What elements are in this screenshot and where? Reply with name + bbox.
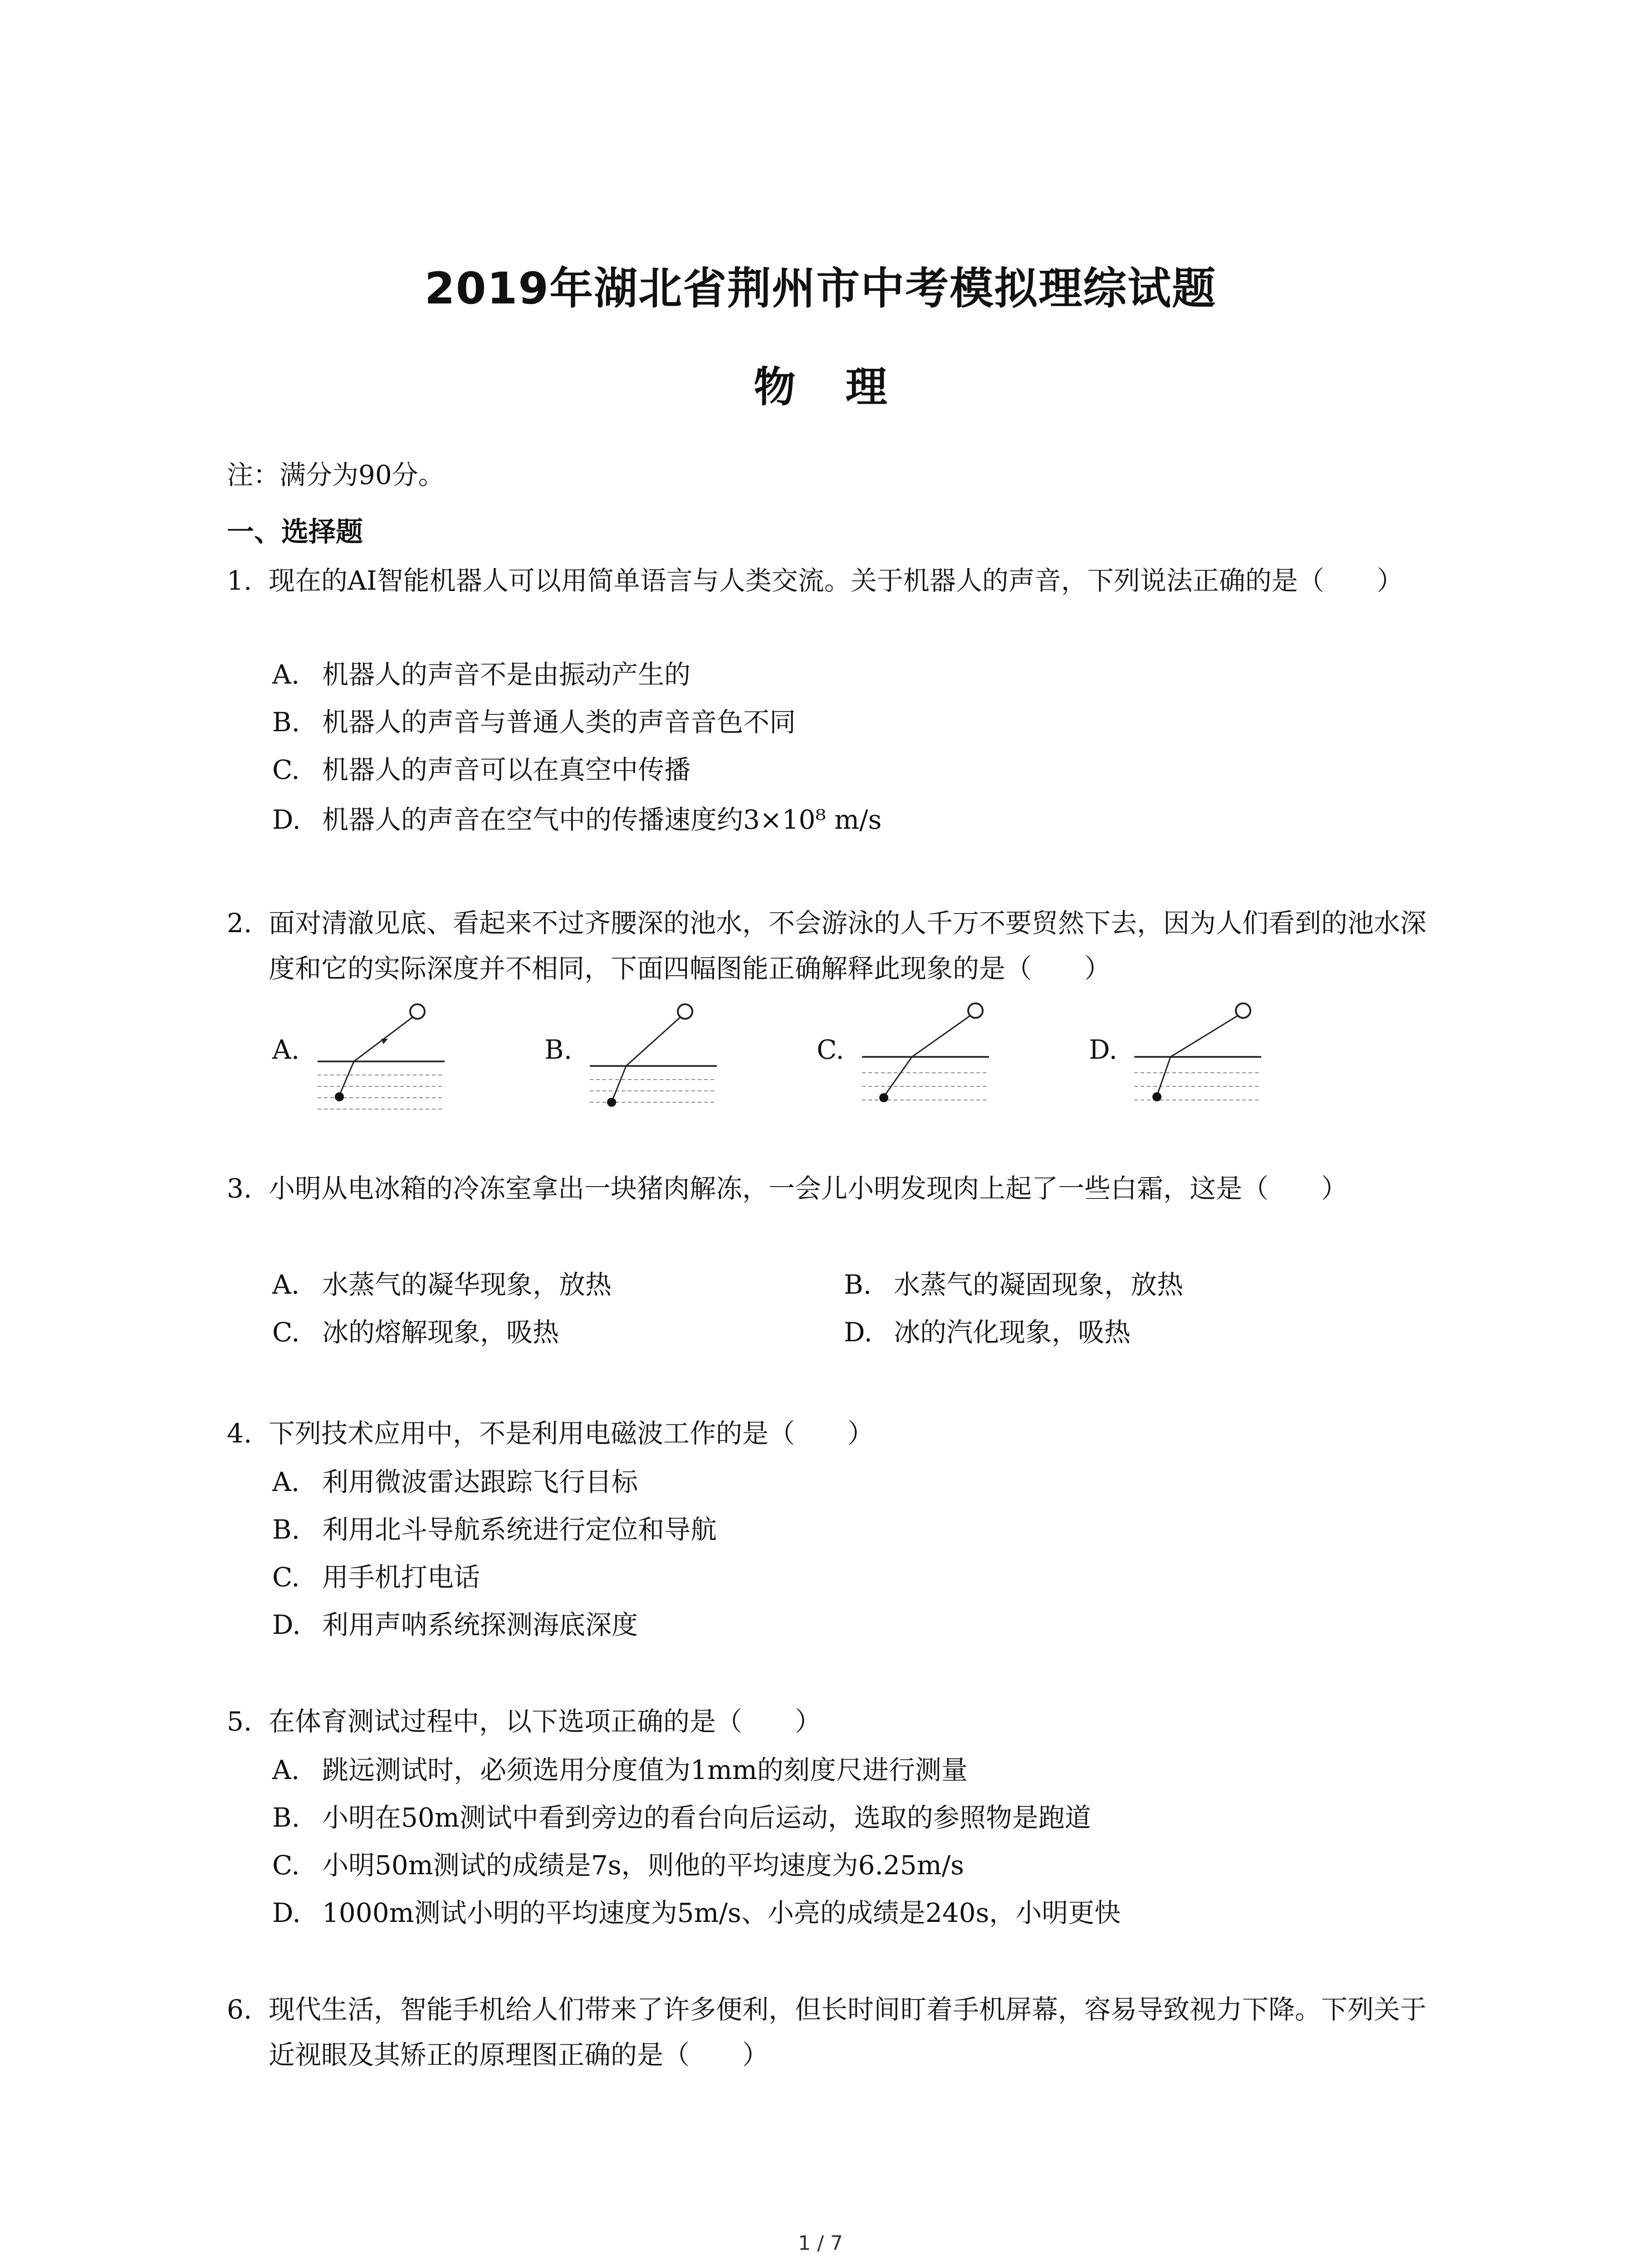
question-3 <box>227 1166 1452 1211</box>
question-stem: 小明从电冰箱的冷冻室拿出一块猪肉解冻，一会儿小明发现肉上起了一些白霜，这是（ ） <box>269 1173 1348 1204</box>
option-3b: B. 水蒸气的凝固现象，放热 <box>844 1269 1184 1300</box>
question-stem: 现在的AI智能机器人可以用简单语言与人类交流。关于机器人的声音，下列说法正确的是（ ） <box>269 565 1403 596</box>
option-3a: A. 水蒸气的凝华现象，放热 <box>272 1269 612 1300</box>
question-number: 3. <box>227 1173 252 1204</box>
section-heading: 一、选择题 <box>227 516 363 548</box>
option-1d: D. 机器人的声音在空气中的传播速度约3×10⁸ m/s <box>272 804 882 835</box>
option-5a: A. 跳远测试时，必须选用分度值为1mm的刻度尺进行测量 <box>272 1755 968 1785</box>
question-number: 1. <box>227 565 252 596</box>
question-number: 4. <box>227 1418 252 1449</box>
figure-b: B. <box>544 998 798 1116</box>
option-4a: A. 利用微波雷达跟踪飞行目标 <box>272 1466 638 1497</box>
figure-c: C. <box>817 998 1071 1116</box>
page-number: 1 / 7 <box>798 2232 843 2255</box>
question-2 <box>227 900 1452 991</box>
refraction-diagram-a <box>313 998 449 1116</box>
score-note: 注：满分为90分。 <box>227 459 445 490</box>
option-5d: D. 1000m测试小明的平均速度为5m/s、小亮的成绩是240s，小明更快 <box>272 1897 1121 1928</box>
refraction-figures <box>272 998 1406 1116</box>
option-4c: C. 用手机打电话 <box>272 1562 480 1593</box>
option-3c: C. 冰的熔解现象，吸热 <box>272 1317 559 1348</box>
question-5 <box>227 1699 1452 1744</box>
question-stem: 面对清澈见底、看起来不过齐腰深的池水，不会游泳的人千万不要贸然下去，因为人们看到的池水深度和它的实际深度并不相同，下面四幅图能正确解释此现象的是（ ） <box>269 908 1427 984</box>
option-4d: D. 利用声呐系统探测海底深度 <box>272 1609 638 1640</box>
option-1c: C. 机器人的声音可以在真空中传播 <box>272 754 691 785</box>
question-stem: 现代生活，智能手机给人们带来了许多便利，但长时间盯着手机屏幕，容易导致视力下降。下列关于近视眼及其矫正的原理图正确的是（ ） <box>269 1994 1427 2070</box>
figure-d: D. <box>1089 998 1343 1116</box>
question-6 <box>227 1987 1452 2077</box>
option-3d: D. 冰的汽化现象，吸热 <box>844 1317 1131 1348</box>
question-1 <box>227 558 1452 603</box>
question-stem: 下列技术应用中，不是利用电磁波工作的是（ ） <box>269 1418 874 1449</box>
refraction-diagram-d <box>1130 998 1266 1116</box>
option-5b: B. 小明在50m测试中看到旁边的看台向后运动，选取的参照物是跑道 <box>272 1802 1091 1833</box>
option-4b: B. 利用北斗导航系统进行定位和导航 <box>272 1514 717 1545</box>
question-number: 5. <box>227 1706 252 1737</box>
figure-a: A. <box>272 998 526 1116</box>
question-number: 2. <box>227 908 252 938</box>
subject-heading: 物理 <box>754 363 937 411</box>
question-stem: 在体育测试过程中，以下选项正确的是（ ） <box>269 1706 822 1737</box>
option-5c: C. 小明50m测试的成绩是7s，则他的平均速度为6.25m/s <box>272 1850 964 1881</box>
refraction-diagram-b <box>585 998 721 1116</box>
option-1a: A. 机器人的声音不是由振动产生的 <box>272 659 691 690</box>
refraction-diagram-c <box>857 998 994 1116</box>
question-4 <box>227 1411 1452 1456</box>
option-1b: B. 机器人的声音与普通人类的声音音色不同 <box>272 707 796 738</box>
question-number: 6. <box>227 1994 252 2025</box>
exam-title: 2019年湖北省荆州市中考模拟理综试题 <box>424 263 1217 314</box>
